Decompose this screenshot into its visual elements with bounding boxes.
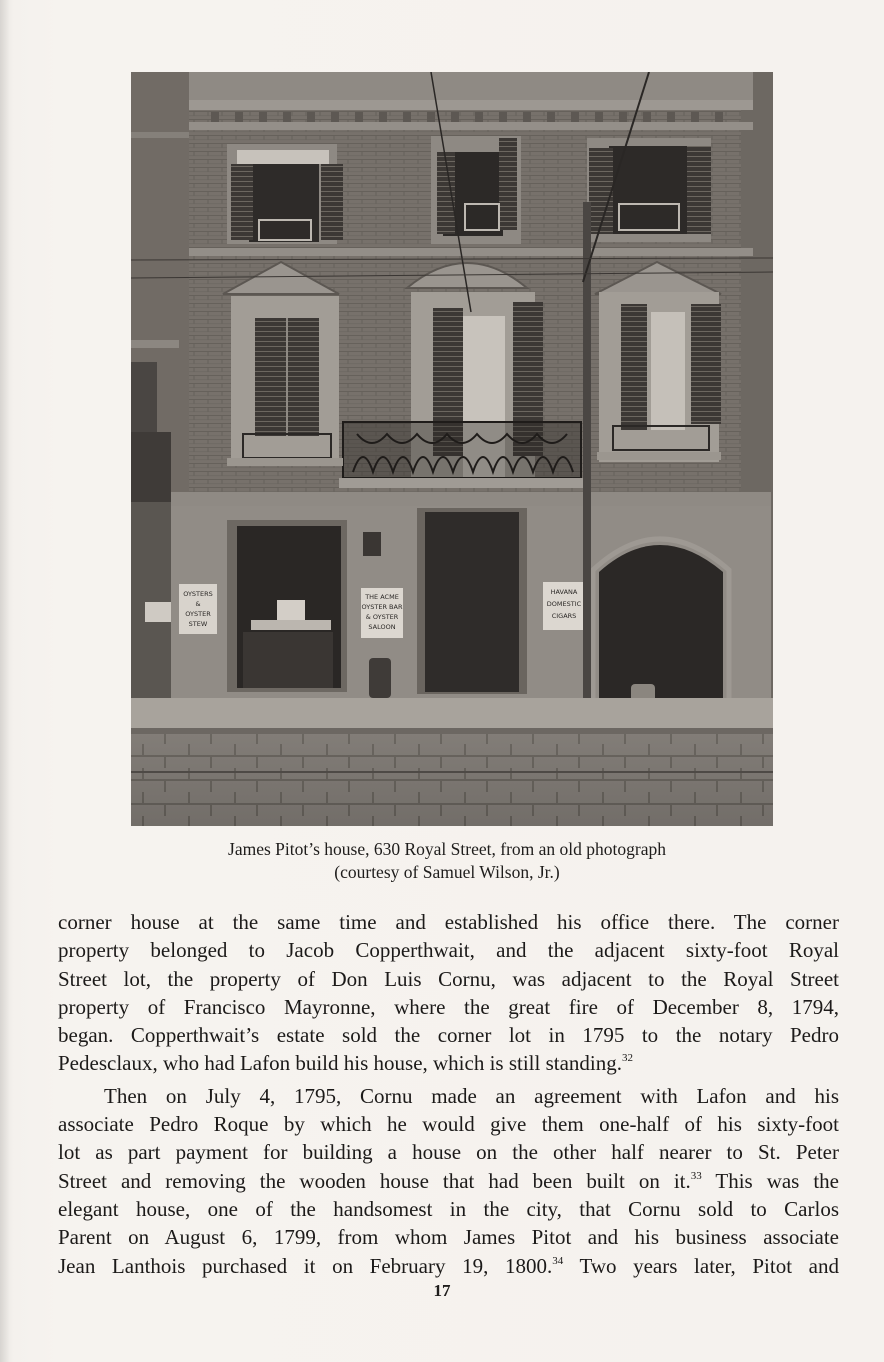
page-number: 17 (433, 1281, 451, 1300)
text-line: property belonged to Jacob Copperthwait, and the adjacent sixty-foot Royal (58, 938, 839, 963)
text-line: Street lot, the property of Don Luis Cornu, was adjacent to the Royal Street (58, 966, 839, 991)
sign-oysters-4: STEW (188, 620, 208, 628)
sign-havana-2: DOMESTIC (546, 600, 582, 608)
text-line-with-footnote (58, 1167, 839, 1195)
text-line-with-footnote (58, 1049, 839, 1077)
gutter-shadow (0, 0, 10, 1362)
text-segment: Two years later, Pitot and (563, 1253, 839, 1278)
sign-havana-1: HAVANA (550, 588, 578, 596)
paragraph-2 (58, 1082, 839, 1280)
footnote-marker: 34 (552, 1254, 564, 1267)
caption-line-1: James Pitot’s house, 630 Royal Street, from an old photograph (228, 839, 666, 859)
body-text (58, 908, 839, 1280)
sign-havana-3: CIGARS (551, 612, 577, 620)
paragraph-1 (58, 908, 839, 1078)
photo-caption (100, 838, 794, 884)
text-line: associate Pedro Roque by which he would give them one-half of his sixty-foot (58, 1112, 839, 1137)
sign-oysters-3: OYSTER (185, 610, 211, 618)
sign-oysters-2: & (195, 600, 201, 608)
footnote-marker: 33 (690, 1169, 702, 1182)
sign-acme-2: OYSTER BAR (361, 603, 403, 611)
text-segment: Jean Lanthois purchased it on February 19, 1800. (58, 1253, 553, 1278)
historic-photograph (131, 72, 773, 826)
text-line: began. Copperthwait’s estate sold the corner lot in 1795 to the notary Pedro (58, 1023, 839, 1048)
footnote-marker: 32 (622, 1052, 634, 1065)
text-line-with-footnote (58, 1252, 839, 1280)
sign-acme-3: & OYSTER (365, 613, 399, 621)
sign-acme-4: SALOON (368, 623, 396, 631)
text-line: elegant house, one of the handsomest in the city, that Cornu sold to Carlos (58, 1196, 839, 1221)
text-line: corner house at the same time and established his office there. The corner (58, 910, 839, 934)
text-segment: This was the (701, 1168, 840, 1193)
text-line: Then on July 4, 1795, Cornu made an agreement with Lafon and his (104, 1083, 839, 1108)
text-line: Parent on August 6, 1799, from whom James Pitot and his business associate (58, 1225, 839, 1250)
caption-line-2: (courtesy of Samuel Wilson, Jr.) (334, 862, 560, 882)
sign-oysters-1: OYSTERS (183, 590, 213, 598)
sign-acme-1: THE ACME (365, 593, 399, 601)
text-segment: Pedesclaux, who had Lafon build his house, which is still standing. (58, 1051, 623, 1076)
text-line: property of Francisco Mayronne, where the great fire of December 8, 1794, (58, 994, 839, 1019)
text-line: lot as part payment for building a house on the other half nearer to St. Peter (58, 1140, 839, 1165)
text-segment: Street and removing the wooden house that had been built on it. (58, 1168, 691, 1193)
